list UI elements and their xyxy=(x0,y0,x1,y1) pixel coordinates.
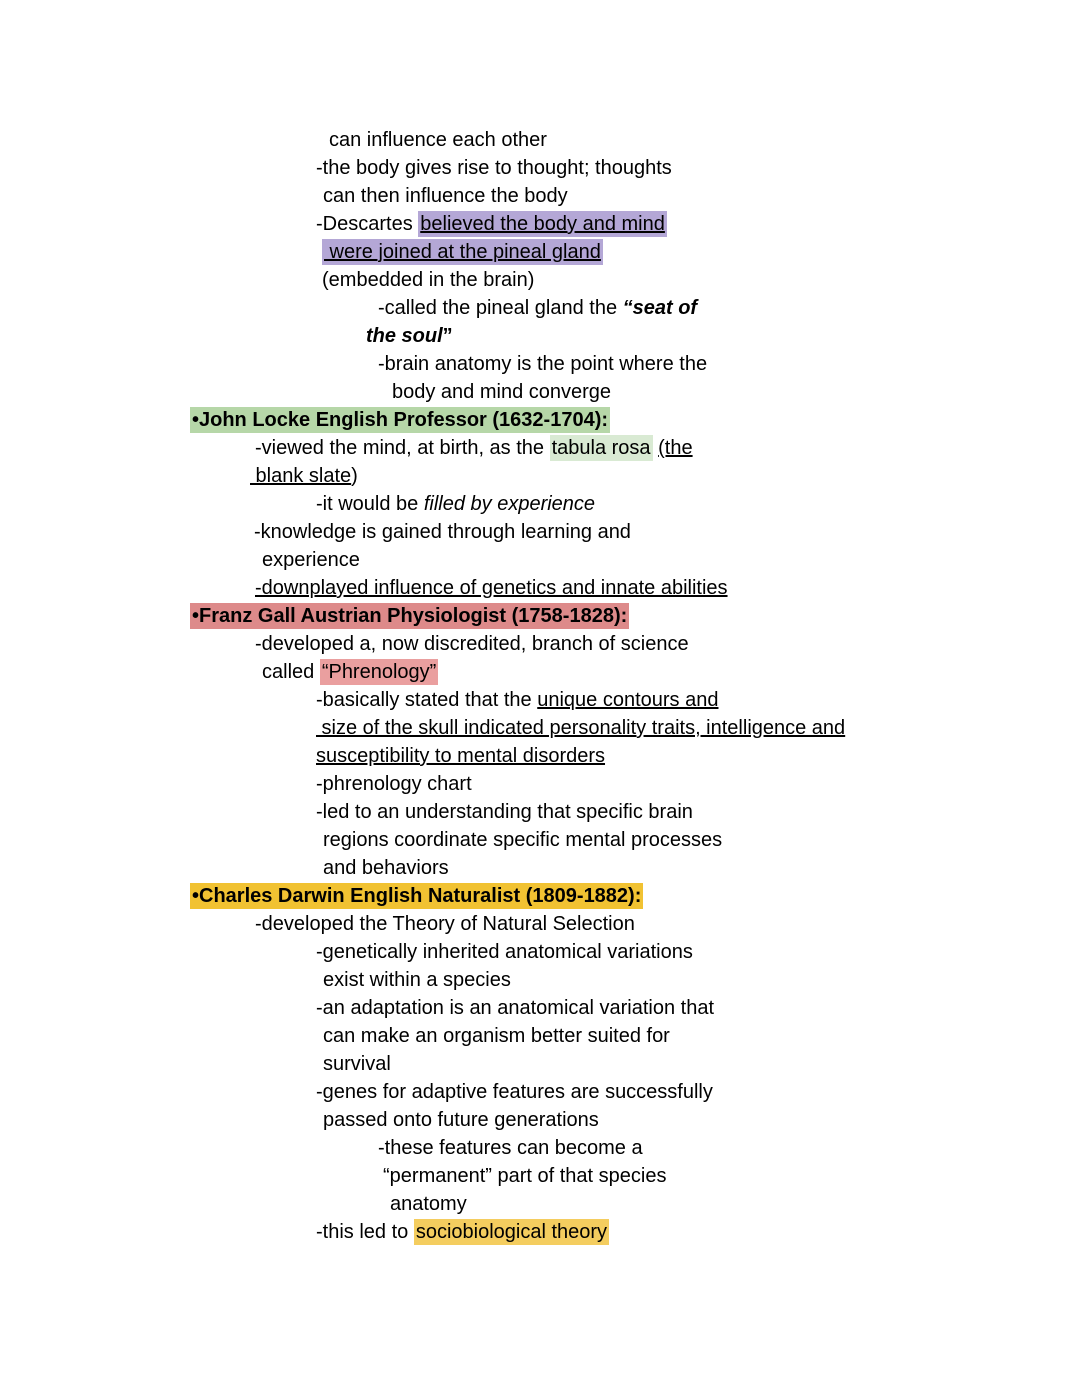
section-heading-franz-gall xyxy=(0,602,1080,630)
highlighted-text: were joined at the pineal gland xyxy=(324,241,601,263)
text-line xyxy=(0,910,1080,938)
text-segment: -it would be xyxy=(316,493,424,515)
highlighted-text: •Franz Gall Austrian Physiologist (1758-1828): xyxy=(192,605,628,627)
text-segment: passed onto future generations xyxy=(323,1109,599,1131)
text-segment: -brain anatomy is the point where the xyxy=(378,353,708,375)
text-segment: ” xyxy=(442,325,453,347)
text-segment: called xyxy=(262,661,320,683)
text-segment: and behaviors xyxy=(323,857,449,879)
text-line xyxy=(0,798,1080,826)
text-segment: -basically stated that the xyxy=(316,689,538,711)
text-segment: anatomy xyxy=(390,1193,467,1215)
text-segment: unique contours and xyxy=(537,689,719,711)
text-line xyxy=(0,742,1080,770)
section-heading-john-locke xyxy=(0,406,1080,434)
text-segment: the soul xyxy=(366,325,443,347)
highlighted-text: •John Locke English Professor (1632-1704): xyxy=(192,409,609,431)
text-segment: -led to an understanding that specific brain xyxy=(316,801,693,823)
text-line xyxy=(0,490,1080,518)
text-line xyxy=(0,658,1080,686)
highlighted-text: tabula rosa xyxy=(551,437,651,459)
text-line xyxy=(0,434,1080,462)
text-line xyxy=(0,938,1080,966)
text-segment: (the xyxy=(658,437,693,459)
text-line xyxy=(0,546,1080,574)
text-segment: -genes for adaptive features are successfully xyxy=(316,1081,713,1103)
text-line xyxy=(0,826,1080,854)
text-line xyxy=(0,182,1080,210)
text-line xyxy=(0,1050,1080,1078)
highlighted-text: sociobiological theory xyxy=(415,1221,608,1243)
section-heading-charles-darwin xyxy=(0,882,1080,910)
text-line xyxy=(0,630,1080,658)
text-line xyxy=(0,294,1080,322)
text-line xyxy=(0,854,1080,882)
text-segment: size of the skull indicated personality traits, intelligence and xyxy=(316,717,846,739)
text-segment: -knowledge is gained through learning and xyxy=(254,521,631,543)
text-segment: can influence each other xyxy=(329,129,547,151)
text-segment: exist within a species xyxy=(323,969,511,991)
text-segment: (embedded in the brain) xyxy=(322,269,535,291)
text-line xyxy=(0,686,1080,714)
text-line xyxy=(0,1190,1080,1218)
highlighted-text: •Charles Darwin English Naturalist (1809-1882): xyxy=(192,885,642,907)
text-segment: -this led to xyxy=(316,1221,414,1243)
text-segment: “seat of xyxy=(622,297,698,319)
text-segment: filled by experience xyxy=(423,493,596,515)
text-line xyxy=(0,770,1080,798)
text-line xyxy=(0,1134,1080,1162)
text-line xyxy=(0,1218,1080,1246)
highlighted-text: believed the body and mind xyxy=(420,213,665,235)
text-line xyxy=(0,462,1080,490)
text-segment: -viewed the mind, at birth, as the xyxy=(255,437,550,459)
text-segment: ) xyxy=(351,465,358,487)
text-line xyxy=(0,714,1080,742)
text-segment: -these features can become a xyxy=(378,1137,643,1159)
text-line xyxy=(0,154,1080,182)
text-segment: -called the pineal gland the xyxy=(378,297,623,319)
text-segment: -phrenology chart xyxy=(316,773,472,795)
text-segment: can then influence the body xyxy=(323,185,568,207)
text-line xyxy=(0,322,1080,350)
text-segment: -Descartes xyxy=(316,213,419,235)
highlighted-text: “Phrenology” xyxy=(321,661,437,683)
text-line xyxy=(0,574,1080,602)
text-line xyxy=(0,266,1080,294)
text-segment: -downplayed influence of genetics and innate abilities xyxy=(255,577,728,599)
text-line xyxy=(0,378,1080,406)
text-segment: -an adaptation is an anatomical variation that xyxy=(316,997,715,1019)
text-segment: body and mind converge xyxy=(392,381,612,403)
text-segment: susceptibility to mental disorders xyxy=(316,745,606,767)
text-segment: experience xyxy=(262,549,360,571)
text-segment: -developed the Theory of Natural Selection xyxy=(255,913,635,935)
text-line xyxy=(0,1022,1080,1050)
text-line xyxy=(0,518,1080,546)
text-segment: -developed a, now discredited, branch of science xyxy=(255,633,689,655)
text-line xyxy=(0,966,1080,994)
text-line xyxy=(0,350,1080,378)
text-line xyxy=(0,126,1080,154)
text-segment: can make an organism better suited for xyxy=(323,1025,670,1047)
text-line xyxy=(0,1106,1080,1134)
text-segment: blank slate xyxy=(250,465,352,487)
text-line xyxy=(0,1078,1080,1106)
text-segment: -genetically inherited anatomical variations xyxy=(316,941,693,963)
text-line xyxy=(0,210,1080,238)
text-line xyxy=(0,238,1080,266)
text-segment: “permanent” part of that species xyxy=(383,1165,667,1187)
text-segment: regions coordinate specific mental processes xyxy=(323,829,723,851)
text-segment: -the body gives rise to thought; thoughts xyxy=(316,157,672,179)
text-line xyxy=(0,994,1080,1022)
text-segment: survival xyxy=(323,1053,391,1075)
text-line xyxy=(0,1162,1080,1190)
